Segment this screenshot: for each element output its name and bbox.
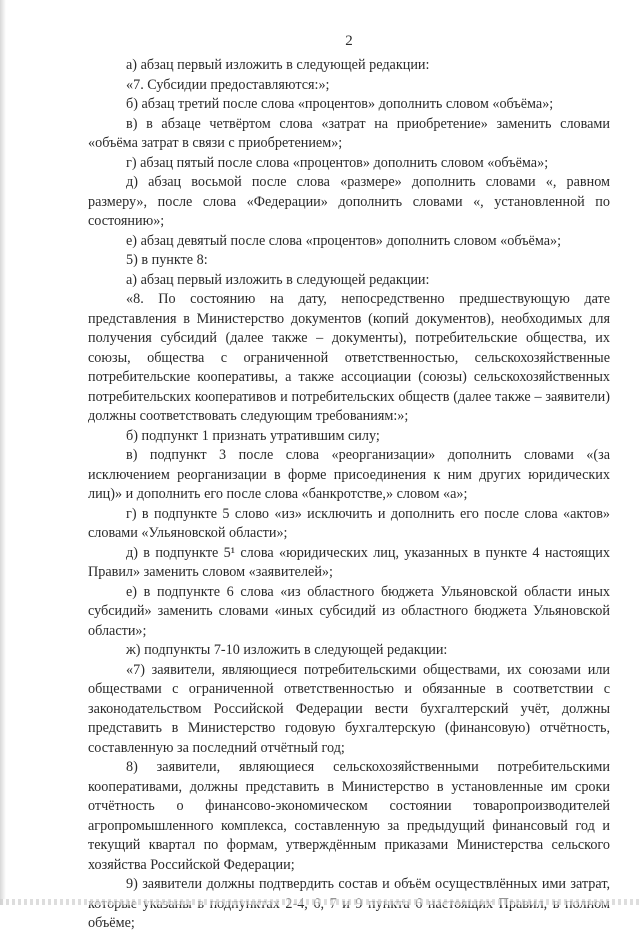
paragraph: д) в подпункте 5¹ слова «юридических лиц, указанных в пункте 4 настоящих Правил» заменить словом «заявителей»; bbox=[88, 544, 610, 580]
paragraph: а) абзац первый изложить в следующей редакции: bbox=[126, 57, 430, 73]
paragraph: в) в абзаце четвёртом слова «затрат на приобретение» заменить словами «объёма затрат в связи с приобретением»; bbox=[88, 115, 610, 151]
paragraph: е) в подпункте 6 слова «из областного бюджета Ульяновской области иных субсидий» заменить словами «иных субсидий из областного бюджета Ульяновской области»; bbox=[88, 583, 610, 639]
paragraph: 9) заявители должны подтвердить состав и объём осуществлённых ими затрат, объёме; bbox=[88, 876, 610, 931]
paragraph: в) подпункт 3 после слова «реорганизации» дополнить словами «(за исключением реорганизации в форме присоединения к ним других юридических лиц)» и дополнить его после слова «банкротстве,» словом «а»; bbox=[88, 447, 610, 502]
paragraph: а) абзац первый изложить в следующей редакции: bbox=[126, 271, 430, 288]
paragraph: г) в подпункте 5 слово «из» исключить и дополнить его после слова «актов» словами «Ульяновской области»; bbox=[88, 505, 610, 541]
paragraph: г) абзац пятый после слова «процентов» дополнить словом «объёма»; bbox=[126, 154, 549, 171]
paragraph: д) абзац восьмой после слова «размере» дополнить словами «, равном размеру», после слова «Федерации» дополнить словами «, установленной по состоянию»; bbox=[88, 174, 610, 229]
scan-left-edge bbox=[0, 0, 6, 905]
paragraph: 8) заявители, являющиеся сельскохозяйственными потребительскими кооперативами, должны представить в Министерство в установленные им сроки отчётность о финансово-экономическом состоянии товаропроизводителей агропромышленного комплекса, составленную за предыдущий финансовый год и текущий квартал по формам, утверждённым приказами Министерства сельского хозяйства Российской Федерации; bbox=[88, 759, 610, 873]
paragraph: б) подпункт 1 признать утратившим силу; bbox=[126, 427, 380, 444]
paragraph: «7. Субсидии предоставляются:»; bbox=[126, 76, 330, 93]
paragraph: ж) подпункты 7-10 изложить в следующей редакции: bbox=[126, 642, 448, 658]
scan-bottom-edge bbox=[0, 899, 640, 905]
paragraph: «8. По состоянию на дату, непосредственно предшествующую дате представления в Министерство документов (копий документов), необходимых для получения субсидий (далее также – документы), потребительские общества, их союзы, общества с ограниченной ответственностью, сельскохозяйственные потребительские кооперативы, а также ассоциации (союзы) сельскохозяйственных потребительских кооперативов и потребительских обществ (далее также – заявители) должны соответствовать следующим требованиям:»; bbox=[88, 291, 610, 424]
page-number: 2 bbox=[345, 33, 353, 49]
paragraph: е) абзац девятый после слова «процентов» дополнить словом «объёма»; bbox=[126, 232, 562, 249]
paragraph: б) абзац третий после слова «процентов» дополнить словом «объёма»; bbox=[126, 96, 554, 112]
paragraph: «7) заявители, являющиеся потребительскими обществами, их союзами или обществами с ограниченной ответственностью и обязанные в соответствии с законодательством Российской Федерации вести бухгалтерский учёт, должны представить в Министерство годовую бухгалтерскую (финансовую) отчётность, составленную за последний отчётный год; bbox=[88, 661, 610, 756]
document-body bbox=[88, 56, 610, 934]
paragraph: 5) в пункте 8: bbox=[126, 252, 208, 268]
